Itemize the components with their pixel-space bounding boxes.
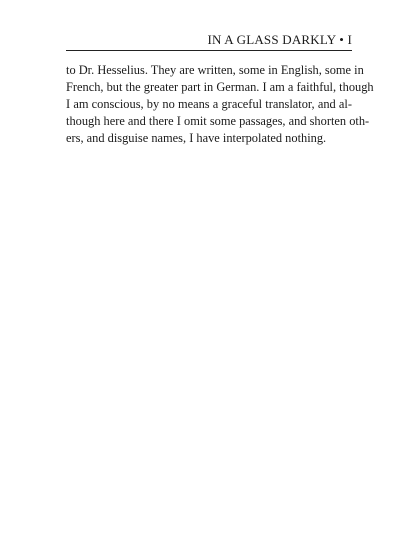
header-rule: [66, 50, 352, 51]
running-head: IN A GLASS DARKLY • I: [207, 32, 352, 47]
paragraph-line-3: I am conscious, by no means a graceful translator, and al-: [66, 97, 352, 111]
paragraph-line-1: to Dr. Hesselius. They are written, some in English, some in: [66, 63, 364, 77]
paragraph-line-5: ers, and disguise names, I have interpolated nothing.: [66, 131, 327, 145]
paragraph-line-2: French, but the greater part in German. I am a faithful, though: [66, 80, 374, 94]
body-paragraph: [66, 62, 374, 147]
paragraph-line-4: though here and there I omit some passages, and shorten oth-: [66, 114, 370, 128]
